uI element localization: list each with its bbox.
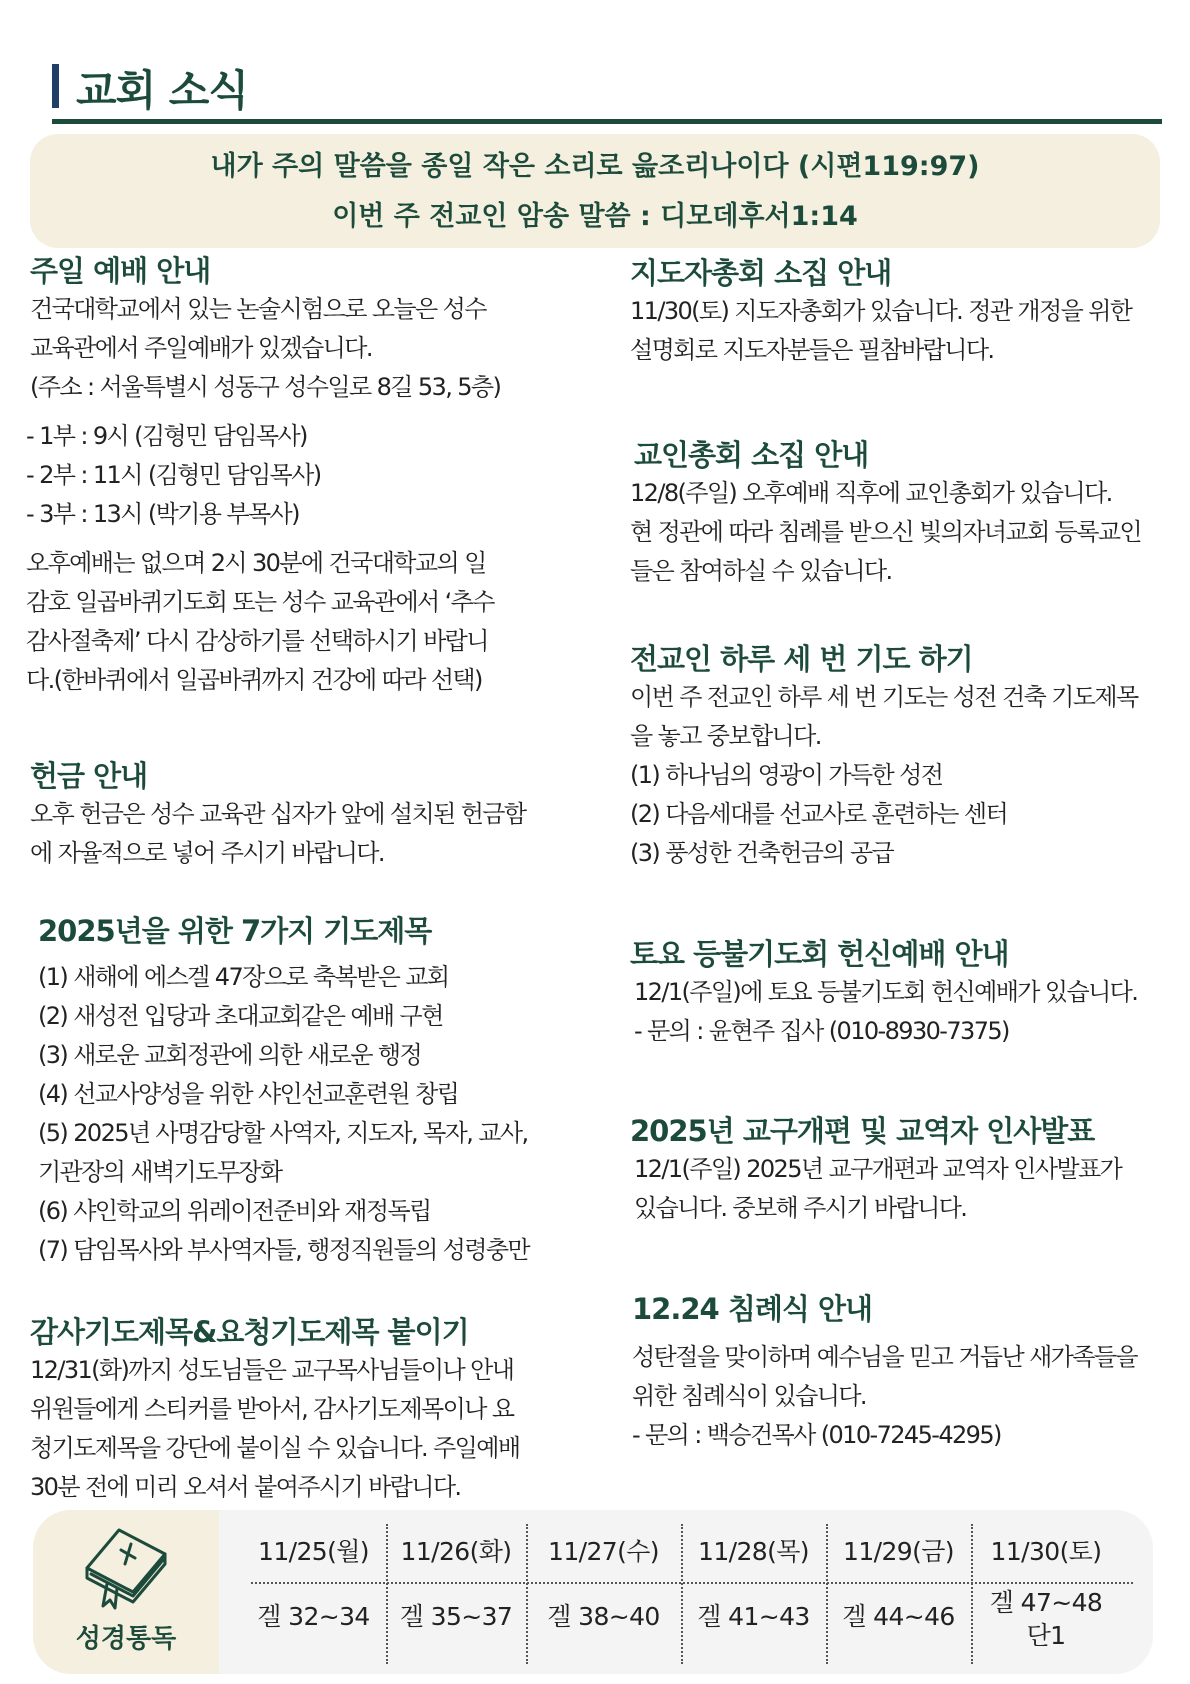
reading-day [526, 1524, 681, 1664]
lantern-prayer-section [630, 935, 1137, 1051]
offering-section [30, 757, 525, 873]
reorg-title: 2025년 교구개편 및 교역자 인사발표 [630, 1114, 1095, 1148]
offering-line: 에 자율적으로 넣어 주시기 바랍니다. [30, 839, 384, 867]
reading-day [241, 1524, 386, 1664]
three-prayers-item: (1) 하나님의 영광이 가득한 성전 [630, 761, 943, 789]
stickers-title: 감사기도제목&요청기도제목 붙이기 [30, 1315, 469, 1349]
reading-date: 11/26(화) [400, 1537, 512, 1566]
three-prayers-line: 을 놓고 중보합니다. [630, 722, 821, 750]
members-assembly-line: 12/8(주일) 오후예배 직후에 교인총회가 있습니다. [630, 479, 1112, 507]
worship-note-line: 감사절축제’ 다시 감상하기를 선택하시기 바랍니 [26, 627, 488, 655]
reading-date: 11/29(금) [843, 1537, 954, 1566]
baptism-contact: - 문의 : 백승건목사 (010-7245-4295) [632, 1421, 1001, 1449]
title-divider [52, 119, 1162, 124]
prayer-item: (5) 2025년 사명감당할 사역자, 지도자, 목자, 교사, [38, 1119, 528, 1147]
prayer-2025-title: 2025년을 위한 7가지 기도제목 [38, 914, 432, 948]
reading-chapters: 겔 41~43 [697, 1602, 810, 1631]
prayer-item: (2) 새성전 입당과 초대교회같은 예배 구현 [38, 1002, 443, 1030]
leaders-assembly-title: 지도자총회 소집 안내 [630, 256, 892, 290]
worship-line: 건국대학교에서 있는 논술시험으로 오늘은 성수 [30, 295, 486, 323]
baptism-line: 위한 침례식이 있습니다. [632, 1382, 866, 1410]
reading-chapters: 겔 38~40 [547, 1602, 660, 1631]
offering-line: 오후 헌금은 성수 교육관 십자가 앞에 설치된 헌금함 [30, 800, 526, 828]
leaders-assembly-section [630, 254, 1131, 370]
page-header [52, 56, 1162, 126]
reorg-section [630, 1112, 1121, 1228]
three-prayers-section [630, 640, 1138, 873]
reading-chapters: 겔 44~46 [842, 1602, 955, 1631]
lantern-prayer-line: 12/1(주일)에 토요 등불기도회 헌신예배가 있습니다. [634, 978, 1138, 1006]
prayer-item-continued: 기관장의 새벽기도무장화 [38, 1158, 282, 1186]
bible-reading-header [33, 1510, 219, 1674]
reading-day [681, 1524, 826, 1664]
reading-schedule [241, 1524, 1133, 1664]
service-time-2: - 2부 : 11시 (김형민 담임목사) [26, 461, 321, 489]
prayer-item: (4) 선교사양성을 위한 샤인선교훈련원 창립 [38, 1080, 459, 1108]
service-time-1: - 1부 : 9시 (김형민 담임목사) [26, 422, 307, 450]
three-prayers-line: 이번 주 전교인 하루 세 번 기도는 성전 건축 기도제목 [630, 683, 1138, 711]
reading-chapters: 겔 32~34 [257, 1602, 370, 1631]
lantern-prayer-title: 토요 등불기도회 헌신예배 안내 [630, 937, 1009, 971]
reading-day [826, 1524, 971, 1664]
prayer-item: (1) 새해에 에스겔 47장으로 축복받은 교회 [38, 963, 449, 991]
lantern-prayer-contact: - 문의 : 윤현주 집사 (010-8930-7375) [634, 1017, 1009, 1045]
members-assembly-section [630, 436, 1142, 591]
baptism-title: 12.24 침례식 안내 [632, 1292, 872, 1326]
reading-date: 11/30(토) [990, 1537, 1102, 1566]
reading-date: 11/25(월) [258, 1537, 369, 1566]
reading-date: 11/27(수) [548, 1537, 659, 1566]
prayer-item: (7) 담임목사와 부사역자들, 행정직원들의 성령충만 [38, 1236, 530, 1264]
three-prayers-title: 전교인 하루 세 번 기도 하기 [630, 642, 973, 676]
members-assembly-title: 교인총회 소집 안내 [634, 438, 869, 472]
memory-verse-reference: 이번 주 전교인 암송 말씀 : 디모데후서1:14 [332, 201, 858, 232]
worship-note-line: 다.(한바퀴에서 일곱바퀴까지 건강에 따라 선택) [26, 666, 482, 694]
bible-reading-table [33, 1510, 1153, 1674]
stickers-line: 위원들에게 스티커를 받아서, 감사기도제목이나 요 [30, 1395, 514, 1423]
stickers-section [30, 1313, 519, 1507]
page-title: 교회 소식 [76, 66, 248, 115]
title-accent-bar [52, 64, 59, 108]
worship-section [26, 252, 501, 700]
baptism-section [632, 1290, 1137, 1455]
offering-title: 헌금 안내 [30, 759, 148, 793]
worship-note-line: 감호 일곱바퀴기도회 또는 성수 교육관에서 ‘추수 [26, 588, 494, 616]
worship-note-line: 오후예배는 없으며 2시 30분에 건국대학교의 일 [26, 549, 486, 577]
members-assembly-line: 현 정관에 따라 침례를 받으신 빛의자녀교회 등록교인 [630, 518, 1142, 546]
leaders-assembly-line: 설명회로 지도자분들은 필참바랍니다. [630, 336, 994, 364]
reorg-line: 12/1(주일) 2025년 교구개편과 교역자 인사발표가 [634, 1155, 1122, 1183]
members-assembly-line: 들은 참여하실 수 있습니다. [630, 557, 892, 585]
three-prayers-item: (3) 풍성한 건축헌금의 공급 [630, 839, 894, 867]
reading-date: 11/28(목) [698, 1537, 809, 1566]
prayer-item: (6) 샤인학교의 위레이전준비와 재정독립 [38, 1197, 431, 1225]
reorg-line: 있습니다. 중보해 주시기 바랍니다. [634, 1194, 967, 1222]
baptism-line: 성탄절을 맞이하며 예수님을 믿고 거듭난 새가족들을 [632, 1343, 1137, 1371]
reading-chapters: 겔 35~37 [399, 1602, 513, 1631]
service-time-3: - 3부 : 13시 (박기용 부목사) [26, 500, 299, 528]
worship-title: 주일 예배 안내 [30, 254, 211, 288]
worship-line: 교육관에서 주일예배가 있겠습니다. [30, 334, 372, 362]
stickers-line: 30분 전에 미리 오셔서 붙여주시기 바랍니다. [30, 1473, 461, 1501]
three-prayers-item: (2) 다음세대를 선교사로 훈련하는 센터 [630, 800, 1008, 828]
reading-day [971, 1524, 1121, 1664]
prayer-item: (3) 새로운 교회정관에 의한 새로운 행정 [38, 1041, 422, 1069]
prayer-2025-section [38, 912, 529, 1270]
bible-icon [77, 1524, 177, 1614]
stickers-line: 12/31(화)까지 성도님들은 교구목사님들이나 안내 [30, 1356, 514, 1384]
memory-verse-box [30, 134, 1160, 248]
stickers-line: 청기도제목을 강단에 붙이실 수 있습니다. 주일예배 [30, 1434, 520, 1462]
worship-address: (주소 : 서울특별시 성동구 성수일로 8길 53, 5층) [30, 373, 501, 401]
bible-reading-label: 성경통독 [75, 1624, 177, 1654]
reading-day [386, 1524, 526, 1664]
reading-chapters: 겔 47~48 단1 [989, 1588, 1103, 1650]
weekly-verse: 내가 주의 말씀을 종일 작은 소리로 읊조리나이다 (시편119:97) [210, 151, 980, 182]
leaders-assembly-line: 11/30(토) 지도자총회가 있습니다. 정관 개정을 위한 [630, 297, 1132, 325]
